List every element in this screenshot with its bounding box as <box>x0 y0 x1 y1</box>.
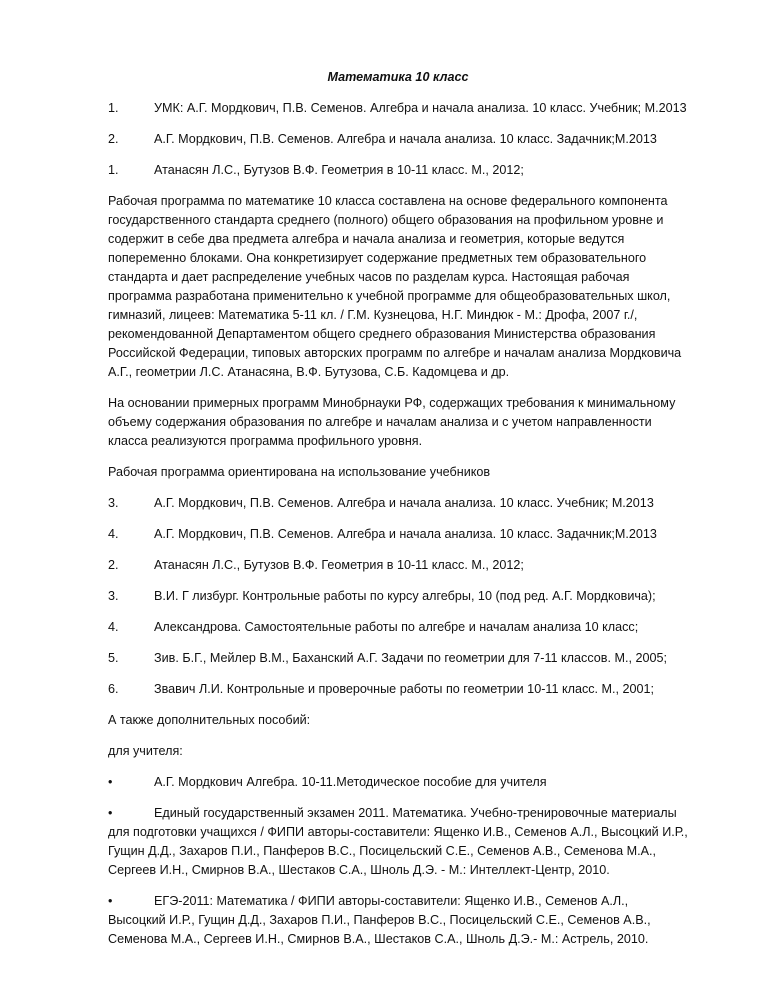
umk-list <box>108 99 688 180</box>
list-text: А.Г. Мордкович, П.В. Семенов. Алгебра и начала анализа. 10 класс. Задачник;М.2013 <box>154 132 657 146</box>
page-title: Математика 10 класс <box>327 70 469 84</box>
list-text: Александрова. Самостоятельные работы по алгебре и началам анализа 10 класс; <box>154 620 639 634</box>
list-text: А.Г. Мордкович, П.В. Семенов. Алгебра и начала анализа. 10 класс. Задачник;М.2013 <box>154 527 657 541</box>
textbooks-list <box>108 494 688 699</box>
list-number: 2. <box>108 558 119 572</box>
for-teacher-heading: для учителя: <box>108 744 183 758</box>
list-number: 4. <box>108 620 119 634</box>
list-text: А.Г. Мордкович, П.В. Семенов. Алгебра и начала анализа. 10 класс. Учебник; М.2013 <box>154 496 654 510</box>
list-number: 4. <box>108 527 119 541</box>
textbooks-intro-paragraph: Рабочая программа ориентирована на использование учебников <box>108 465 491 479</box>
bullet-mark: • <box>108 894 113 908</box>
list-item <box>108 130 688 149</box>
list-item <box>108 99 688 118</box>
list-item <box>108 587 688 606</box>
bullet-mark: • <box>108 806 113 820</box>
list-number: 3. <box>108 589 119 603</box>
bullet-text: Единый государственный экзамен 2011. Математика. Учебно-тренировочные материалы для подготовки учащихся / ФИПИ авторы-составители: Ященко И.В., Семенов А.Л., Высоцкий И.Р., Гущин Д.Д., Захаров П.И., Панферов В.С., Посицельский С.Е., Семенов А.В., Семенова М.А., Сергеев И.Н., Смирнов В.А., Шестаков С.А., Шноль Д.Э. - М.: Интеллект-Центр, 2010. <box>108 806 688 877</box>
list-text: Звавич Л.И. Контрольные и проверочные работы по геометрии 10-11 класс. М., 2001; <box>154 682 655 696</box>
list-number: 5. <box>108 651 119 665</box>
bullet-item <box>108 773 688 792</box>
list-text: В.И. Г лизбург. Контрольные работы по курсу алгебры, 10 (под ред. А.Г. Мордковича); <box>154 589 656 603</box>
bullet-item <box>108 804 688 880</box>
list-item <box>108 494 688 513</box>
bullet-text: ЕГЭ-2011: Математика / ФИПИ авторы-составители: Ященко И.В., Семенов А.Л., Высоцкий И.Р., Гущин Д.Д., Захаров П.И., Панферов В.С., Посицельский С.Е., Семенов А.В., Семенова М.А., Сергеев И.Н., Смирнов В.А., Шестаков С.А., Шноль Д.Э.- М.: Астрель, 2010. <box>108 894 651 946</box>
list-item <box>108 618 688 637</box>
additional-materials-heading: А также дополнительных пособий: <box>108 713 311 727</box>
bullet-text: А.Г. Мордкович Алгебра. 10-11.Методическое пособие для учителя <box>154 775 547 789</box>
list-item <box>108 525 688 544</box>
list-item <box>108 649 688 668</box>
list-number: 3. <box>108 496 119 510</box>
list-text: Атанасян Л.С., Бутузов В.Ф. Геометрия в 10-11 класс. М., 2012; <box>154 163 524 177</box>
teacher-materials-list <box>108 773 688 949</box>
list-number: 2. <box>108 132 119 146</box>
list-item <box>108 680 688 699</box>
list-number: 6. <box>108 682 119 696</box>
program-description-paragraph: Рабочая программа по математике 10 класса составлена на основе федерального компонента государственного стандарта среднего (полного) общего образования на профильном уровне и содержит в себе два предмета алгебра и начала анализа и геометрия, которые ведутся попеременно блоками. Она конкретизирует содержание предметных тем образовательного стандарта и дает распределение учебных часов по разделам курса. Настоящая рабочая программа разработана применительно к учебной программе для общеобразовательных школ, гимназий, лицеев: Математика 5-11 кл. / Г.М. Кузнецова, Н.Г. Миндюк - М.: Дрофа, 2007 г./, рекомендованной Департаментом общего среднего образования Министерства образования Российской Федерации, типовых авторских программ по алгебре и началам анализа Мордковича А.Г., геометрии Л.С. Атанасяна, В.Ф. Бутузова, С.Б. Кадомцева и др. <box>108 194 682 379</box>
list-text: Зив. Б.Г., Мейлер В.М., Баханский А.Г. Задачи по геометрии для 7-11 классов. М., 2005; <box>154 651 667 665</box>
bullet-item <box>108 892 688 949</box>
list-number: 1. <box>108 163 119 177</box>
bullet-mark: • <box>108 775 113 789</box>
list-text: УМК: А.Г. Мордкович, П.В. Семенов. Алгебра и начала анализа. 10 класс. Учебник; М.2013 <box>154 101 687 115</box>
list-item <box>108 161 688 180</box>
list-number: 1. <box>108 101 119 115</box>
list-text: Атанасян Л.С., Бутузов В.Ф. Геометрия в 10-11 класс. М., 2012; <box>154 558 524 572</box>
program-basis-paragraph: На основании примерных программ Минобрнауки РФ, содержащих требования к минимальному объему содержания образования по алгебре и началам анализа и с учетом направленности класса реализуются программа профильного уровня. <box>108 396 676 448</box>
list-item <box>108 556 688 575</box>
